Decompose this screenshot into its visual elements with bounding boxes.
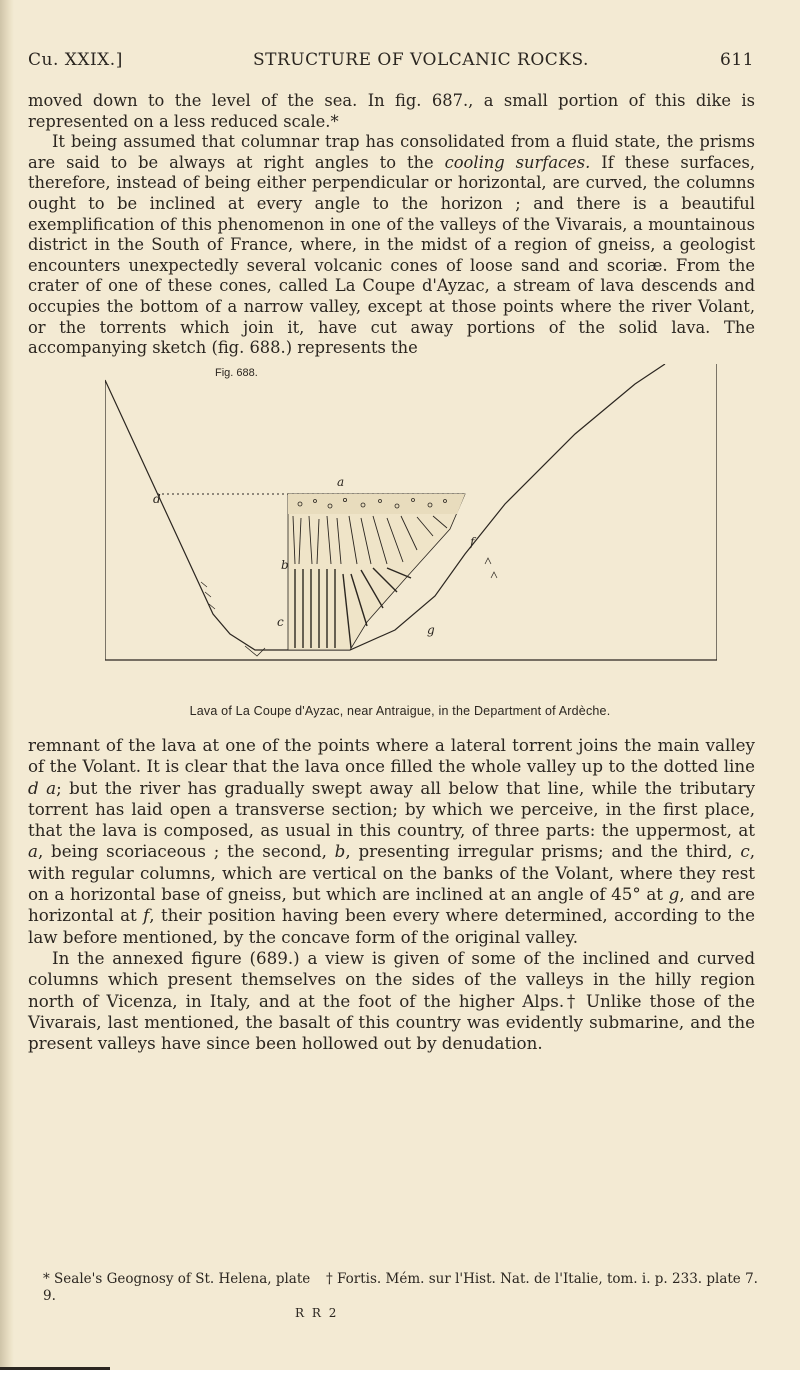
paragraph-1: moved down to the level of the sea. In fig. 687., a small portion of this dike is represented on a less reduced scale.* (28, 91, 755, 131)
letter-f: f (470, 535, 475, 549)
letter-g: g (427, 623, 435, 637)
paragraph-2: It being assumed that columnar trap has consolidated from a fluid state, the prisms are said to be always at right angles to the cooling surfaces. If these surfaces, therefore, instead of being either perpendicular or horizontal, are curved, the columns ought to be inclined at every angle to the horizon ; and there is a beautiful exemplification of this phenomenon in one of the valleys of the Vivarais, a mountainous district in the South of France, where, in the midst of a region of gneiss, a geologist encounters unexpectedly several volcanic cones of loose sand and scoriæ. From the crater of one of these cones, called La Coupe d'Ayzac, a stream of lava descends and occupies the bottom of a narrow valley, except at those points where the river Volant, or the torrents which join it, have cut away portions of the solid lava. The accompanying sketch (fig. 688.) represents the (28, 132, 756, 358)
signature-mark: R R 2 (295, 1306, 339, 1320)
header-title: STRUCTURE OF VOLCANIC ROCKS. (253, 50, 589, 70)
letter-c: c (277, 615, 284, 629)
running-header (28, 50, 782, 78)
figure-label: Fig. 688. (215, 367, 258, 379)
letter-d: d (153, 492, 161, 506)
chapter-label: Cu. XXIX.] (28, 50, 123, 70)
figure-688 (105, 364, 717, 679)
footnote-1: * Seale's Geognosy of St. Helena, plate 9. (43, 1271, 311, 1304)
paragraph-3: remnant of the lava at one of the points where a lateral torrent joins the main valley of the Volant. It is clear that the lava once filled the whole valley up to the dotted line d a; but the river has gradually swept away all below that line, while the tributary torrent has laid open a transverse section; by which we perceive, in the first place, that the lava is composed, as usual in this country, of three parts: the uppermost, at a, being scoriaceous ; the second, b, presenting irregular prisms; and the third, c, with regular columns, which are vertical on the banks of the Volant, where they rest on a horizontal base of gneiss, but which are inclined at an angle of 45° at g, and are horizontal at f, their position having been every where determined, according to the law before mentioned, by the concave form of the original valley. (28, 735, 755, 947)
page-number: 611 (720, 50, 754, 70)
letter-b: b (281, 558, 289, 572)
bottom-margin (0, 1370, 800, 1396)
valley-section-diagram (105, 364, 717, 679)
page-gutter-shadow (0, 0, 14, 1396)
body-text-top (28, 91, 755, 359)
body-text-bottom (28, 735, 755, 1054)
footnote-2: † Fortis. Mém. sur l'Hist. Nat. de l'Italie, tom. i. p. 233. plate 7. (326, 1271, 758, 1287)
italic-phrase: cooling surfaces. (444, 152, 591, 172)
letter-a: a (337, 475, 345, 489)
paragraph-4: In the annexed figure (689.) a view is given of some of the inclined and curved columns which present themselves on the sides of the valleys in the hilly region north of Vicenza, in Italy, and at the foot of the higher Alps.† Unlike those of the Vivarais, last mentioned, the basalt of this country was evidently submarine, and the present valleys have since been hollowed out by denudation. (28, 947, 755, 1054)
figure-caption: Lava of La Coupe d'Ayzac, near Antraigue, in the Department of Ardèche. (189, 704, 611, 718)
